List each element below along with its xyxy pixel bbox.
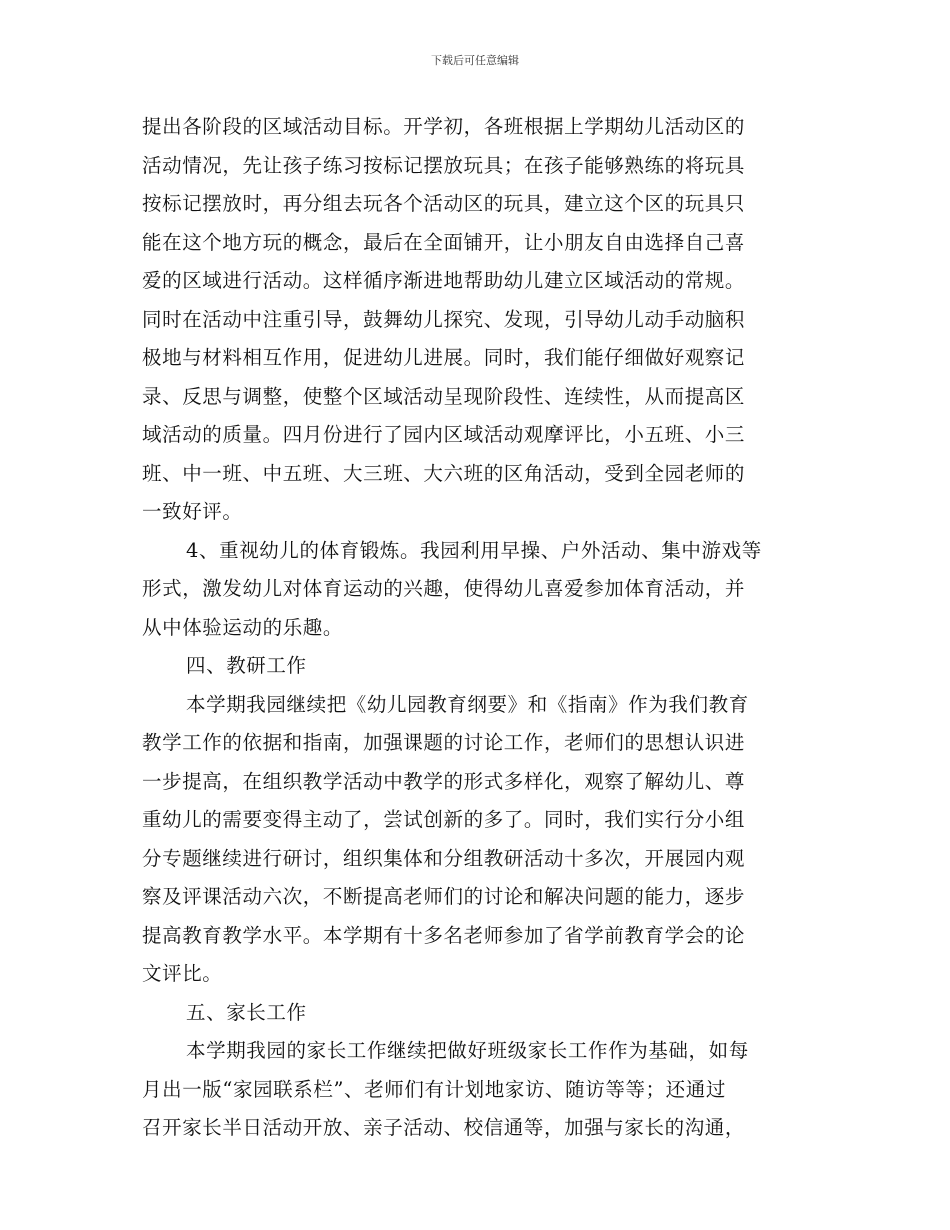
text-line: 域活动的质量。四月份进行了园内区域活动观摩评比，小五班、小三 — [142, 423, 746, 446]
paragraph-start-line: 本学期我园的家长工作继续把做好班级家长工作作为基础，如每 — [186, 1039, 749, 1062]
text-line: 察及评课活动六次，不断提高老师们的讨论和解决问题的能力，逐步 — [142, 885, 746, 908]
text-line: 文评比。 — [142, 962, 223, 985]
text-line: 提出各阶段的区域活动目标。开学初，各班根据上学期幼儿活动区的 — [142, 115, 746, 138]
text-line: 形式，激发幼儿对体育运动的兴趣，使得幼儿喜爱参加体育活动，并 — [142, 577, 746, 600]
text-line: 一致好评。 — [142, 500, 243, 523]
text-line: 重幼儿的需要变得主动了，尝试创新的多了。同时，我们实行分小组 — [142, 808, 746, 831]
text-line: 分专题继续进行研讨，组织集体和分组教研活动十多次，开展园内观 — [142, 846, 746, 870]
text-line: 从中体验运动的乐趣。 — [142, 615, 344, 639]
section-heading: 四、教研工作 — [186, 654, 307, 677]
text-line: 班、中一班、中五班、大三班、大六班的区角活动，受到全园老师的 — [142, 461, 746, 485]
text-line: 按标记摆放时，再分组去玩各个活动区的玩具，建立这个区的玩具只 — [142, 192, 746, 215]
text-line: 召开家长半日活动开放、亲子活动、校信通等，加强与家长的沟通， — [142, 1116, 746, 1139]
text-line: 教学工作的依据和指南，加强课题的讨论工作，老师们的思想认识进 — [142, 731, 746, 754]
page-header-note: 下载后可任意编辑 — [431, 54, 519, 67]
text-line: 月出一版“家园联系栏”、老师们有计划地家访、随访等等；还通过 — [142, 1077, 726, 1101]
paragraph-start-line: 4、重视幼儿的体育锻炼。我园利用早操、户外活动、集中游戏等 — [186, 538, 762, 562]
text-line: 能在这个地方玩的概念，最后在全面铺开，让小朋友自由选择自己喜 — [142, 230, 746, 254]
text-line: 活动情况，先让孩子练习按标记摆放玩具；在孩子能够熟练的将玩具 — [142, 153, 746, 177]
text-line: 爱的区域进行活动。这样循序渐进地帮助幼儿建立区域活动的常规。 — [142, 269, 746, 292]
text-line: 提高教育教学水平。本学期有十多名老师参加了省学前教育学会的论 — [142, 923, 746, 947]
text-line: 一步提高，在组织教学活动中教学的形式多样化，观察了解幼儿、尊 — [142, 769, 746, 793]
text-line: 录、反思与调整，使整个区域活动呈现阶段性、连续性，从而提高区 — [142, 384, 746, 408]
section-heading: 五、家长工作 — [186, 1000, 307, 1024]
document-body — [142, 108, 808, 1148]
text-line: 同时在活动中注重引导，鼓舞幼儿探究、发现，引导幼儿动手动脑积 — [142, 307, 746, 331]
paragraph-start-line: 本学期我园继续把《幼儿园教育纲要》和《指南》作为我们教育 — [186, 692, 749, 716]
text-line: 极地与材料相互作用，促进幼儿进展。同时，我们能仔细做好观察记 — [142, 346, 746, 369]
